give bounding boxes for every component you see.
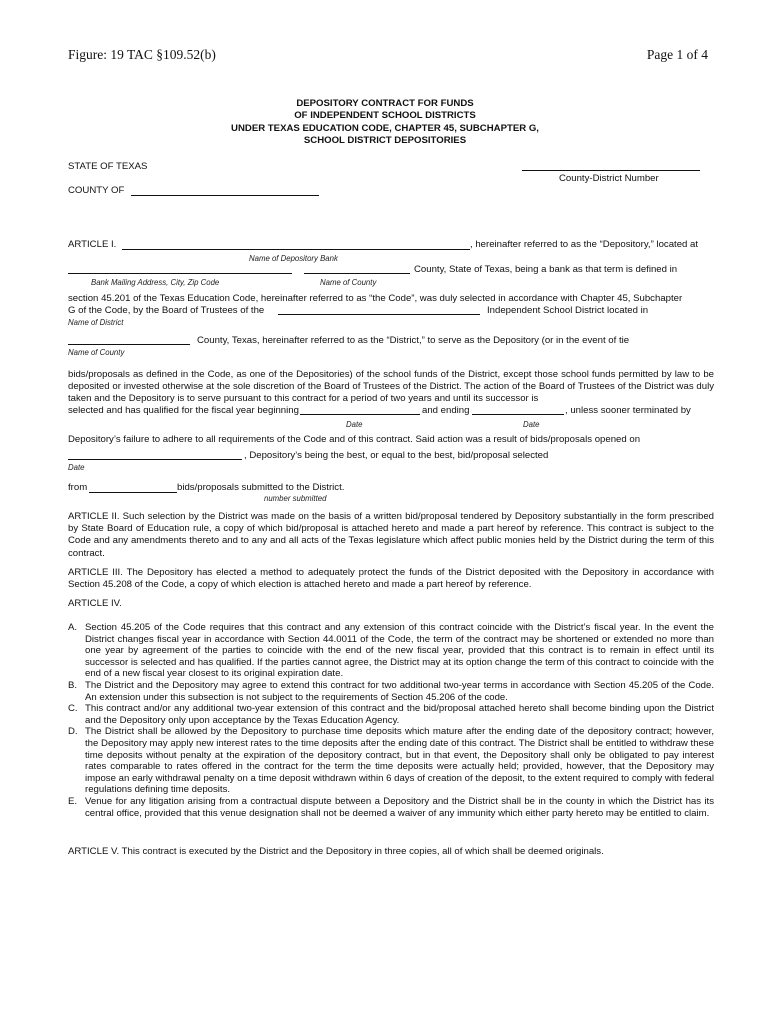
county-texas-text: County, Texas, hereinafter referred to as the “District,” to serve as the Depository (or in the event of tie <box>197 335 630 346</box>
bank-address-label: Bank Mailing Address, City, Zip Code <box>91 278 220 287</box>
title-line-3: UNDER TEXAS EDUCATION CODE, CHAPTER 45, SUBCHAPTER G, <box>231 122 539 134</box>
number-submitted-label: number submitted <box>264 494 327 503</box>
list-item: D. The District shall be allowed by the Depository to purchase time deposits which mature after the ending date of the depository contract; however, the Depository may apply new interest rates to the time deposits after the ending date of this contract. The District shall be entitled to withdraw these time deposits without penalty at the expiration of the depository contract, but in that event, the Depository shall only be obligated to pay interest rates comparable to rates offered in the contract for the term the time deposits were actually held; provided, however, that the Depository may impose an early withdrawal penalty on a time deposit withdrawn within 6 days of creation of the deposit, to the extent required to comply with federal regulations defining time deposits. <box>68 726 714 796</box>
from-text: from <box>68 482 88 493</box>
list-item: A. Section 45.205 of the Code requires that this contract and any extension of this contract coincide with the District’s fiscal year. In the event the District changes fiscal year in accordance with Section 44.0011 of the Code, the term of the contract may be shortened or extended no more than one year by agreement of the parties to coincide with the end of the new fiscal year, provided that this contract is to remain in effect until its successor is selected and has qualified. If the parties cannot agree, the District may at its option change the term of this contract to coincide with the end of a new fiscal year closest to its original expiration date. <box>68 622 714 680</box>
article-5-paragraph: ARTICLE V. This contract is executed by the District and the Depository in three copies, all of which shall be deemed originals. <box>68 846 604 857</box>
list-item: E. Venue for any litigation arising from a contractual dispute between a Depository and the District shall be in the county in which the District has its central office, provided that this venue designation shall not be deemed a waiver of any immunity which either party hereto may be entitled to claim. <box>68 795 714 819</box>
opened-date-field[interactable] <box>68 459 242 460</box>
page-number: Page 1 of 4 <box>646 47 708 62</box>
title-line-4: SCHOOL DISTRICT DEPOSITORIES <box>303 134 467 146</box>
selected-text-c: , unless sooner terminated by <box>565 405 691 416</box>
county-of-field[interactable] <box>131 195 319 196</box>
county-district-number-field[interactable] <box>522 170 700 171</box>
failure-line: Depository’s failure to adhere to all requirements of the Code and of this contract. Said action was a result of bids/proposals opened on <box>68 434 641 445</box>
bank-address-field[interactable] <box>68 273 292 274</box>
county-of-label: COUNTY OF <box>68 185 125 196</box>
opened-date-label: Date <box>68 463 85 472</box>
bids-paragraph: bids/proposals as defined in the Code, as one of the Depositories) of the school funds of the District, except those school funds permitted by law to be deposited or invested otherwise at the sole discretion of the Board of Trustees of the District. The action of the Board of Trustees of the District was duly taken and the Depository is to serve pursuant to this contract for a period of two years and until its successor is <box>68 369 714 405</box>
bank-county-field[interactable] <box>304 273 410 274</box>
fiscal-year-begin-field[interactable] <box>300 414 420 415</box>
name-of-county-label-2: Name of County <box>68 348 125 357</box>
document-title <box>0 98 770 147</box>
fiscal-year-end-field[interactable] <box>472 414 564 415</box>
list-item: B. The District and the Depository may agree to extend this contract for two additional two-year terms in accordance with Section 45.205 of the Code. An extension under this subsection is not subject to the requirements of Section 45.206 of the code. <box>68 679 714 703</box>
figure-reference: Figure: 19 TAC §109.52(b) <box>68 47 216 62</box>
section-line-2b: Independent School District located in <box>487 305 649 316</box>
article-2-paragraph: ARTICLE II. Such selection by the District was made on the basis of a written bid/proposal tendered by Depository substantially in the form prescribed by State Board of Education rule, a copy of which bid/proposal is attached hereto and made a part hereof by reference. This contract is subject to the Code and any amendments thereto and to any and all acts of the Texas legislature which affect public monies held by the District during the term of this contract. <box>68 511 714 559</box>
section-line-2a: G of the Code, by the Board of Trustees of the <box>68 305 265 316</box>
list-item: C. This contract and/or any additional two-year extension of this contract and the bid/proposal attached hereto shall become binding upon the District and the Depository only upon acceptance by the Texas Education Agency. <box>68 703 714 726</box>
begin-date-label: Date <box>346 420 363 429</box>
article-1-label: ARTICLE I. <box>68 239 117 250</box>
district-name-field[interactable] <box>278 314 480 315</box>
article-3-paragraph: ARTICLE III. The Depository has elected a method to adequately protect the funds of the District deposited with the Depository in accordance with Section 45.208 of the Code, a copy of which election is attached hereto and made a part hereof by reference. <box>68 567 714 591</box>
article-1-located-at: , hereinafter referred to as the “Depository,” located at <box>470 239 699 250</box>
title-line-1: DEPOSITORY CONTRACT FOR FUNDS <box>296 98 474 109</box>
title-line-2: OF INDEPENDENT SCHOOL DISTRICTS <box>294 110 476 122</box>
name-of-bank-label: Name of Depository Bank <box>249 254 338 263</box>
state-label: STATE OF TEXAS <box>68 161 148 172</box>
article-1-county-text: County, State of Texas, being a bank as that term is defined in <box>414 264 678 275</box>
depository-bank-name-field[interactable] <box>122 249 470 250</box>
name-of-county-label: Name of County <box>320 278 377 287</box>
article-4-list <box>68 622 714 819</box>
number-submitted-field[interactable] <box>89 492 177 493</box>
county-district-number-label: County-District Number <box>559 173 659 184</box>
article-4-label: ARTICLE IV. <box>68 598 122 609</box>
end-date-label: Date <box>523 420 540 429</box>
best-line: , Depository’s being the best, or equal to the best, bid/proposal selected <box>244 450 549 461</box>
section-line-1: section 45.201 of the Texas Education Code, hereinafter referred to as “the Code”, was duly selected in accordance with Chapter 45, Subchapter <box>68 293 683 304</box>
selected-text-a: selected and has qualified for the fiscal year beginning <box>68 405 299 416</box>
bids-submitted-text: bids/proposals submitted to the District. <box>177 482 345 493</box>
district-county-field[interactable] <box>68 344 190 345</box>
name-of-district-label: Name of District <box>68 318 124 327</box>
selected-text-b: and ending <box>422 405 470 416</box>
